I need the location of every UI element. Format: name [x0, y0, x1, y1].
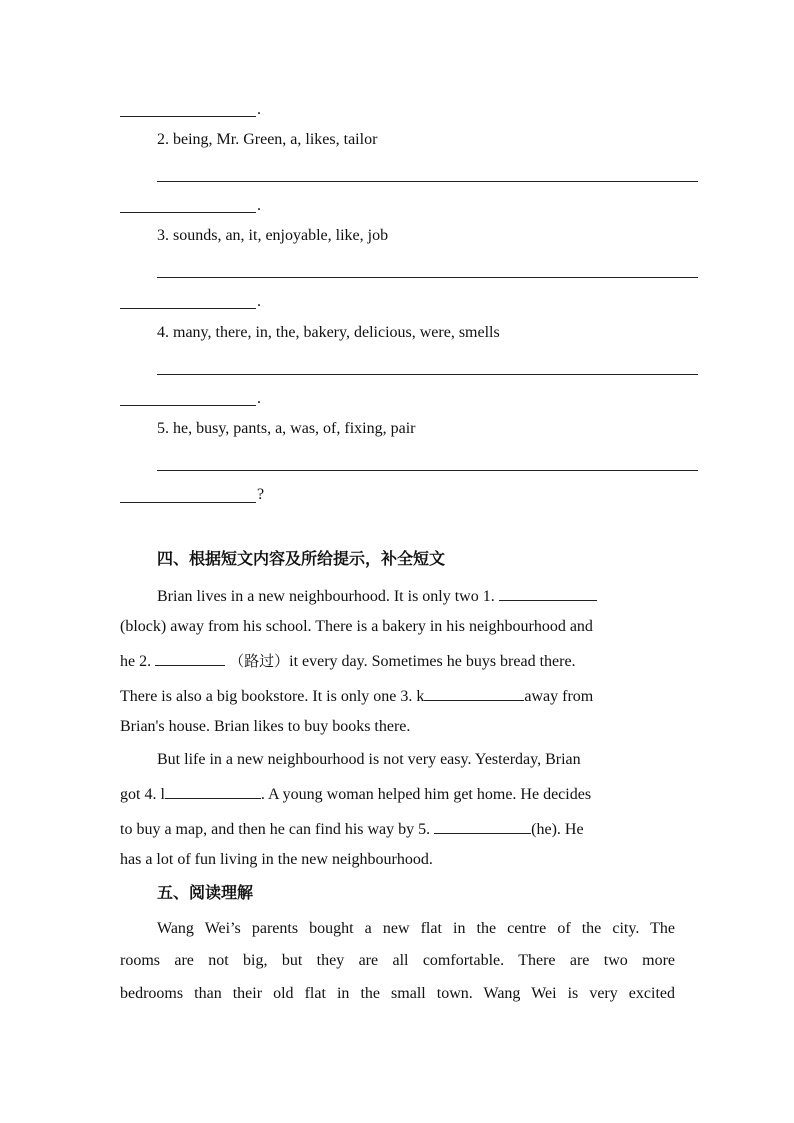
- item-3-number: 3.: [157, 227, 169, 244]
- reading-line-2: rooms are not big, but they are all comfortable. There are two more: [120, 952, 675, 969]
- answer-blank-2[interactable]: [157, 181, 698, 182]
- blank-2[interactable]: [155, 650, 225, 666]
- item-5-words: he, busy, pants, a, was, of, fixing, pair: [173, 420, 416, 437]
- passage-line-7: [120, 783, 591, 805]
- section-5-heading: 五、阅读理解: [157, 883, 254, 902]
- passage-text: . A young woman helped him get home. He decides: [260, 786, 592, 803]
- passage-text: got 4. l: [120, 786, 165, 803]
- item-3: [157, 226, 388, 246]
- reading-line-3: bedrooms than their old flat in the small town. Wang Wei is very excited: [120, 985, 675, 1002]
- passage-line-3: [120, 650, 576, 672]
- blank-4[interactable]: [165, 783, 261, 799]
- section-4-heading: 四、根据短文内容及所给提示，补全短文: [157, 549, 446, 568]
- passage-text: Brian lives in a new neighbourhood. It is only two 1.: [157, 588, 499, 605]
- passage-text: away from: [524, 688, 594, 705]
- passage-text: (he). He: [531, 821, 584, 838]
- item-2-number: 2.: [157, 131, 169, 148]
- passage-text: There is also a big bookstore. It is only one 3. k: [120, 688, 425, 705]
- answer-blank-5[interactable]: [157, 470, 698, 471]
- passage-text: to buy a map, and then he can find his way by 5.: [120, 821, 435, 838]
- passage-text: it every day. Sometimes he buys bread there.: [289, 653, 576, 670]
- answer-2-punctuation: .: [257, 197, 261, 214]
- item-5-number: 5.: [157, 420, 169, 437]
- passage-line-5: Brian's house. Brian likes to buy books there.: [120, 718, 411, 735]
- answer-3-punctuation: .: [257, 293, 261, 310]
- passage-text: he 2.: [120, 653, 156, 670]
- item-2-words: being, Mr. Green, a, likes, tailor: [173, 131, 378, 148]
- answer-blank-3[interactable]: [157, 277, 698, 278]
- item-3-words: sounds, an, it, enjoyable, like, job: [173, 227, 389, 244]
- item-5: [157, 419, 415, 439]
- item-4: [157, 323, 500, 343]
- hint-pass-by: （路过）: [229, 652, 290, 670]
- passage-line-6: But life in a new neighbourhood is not very easy. Yesterday, Brian: [157, 751, 581, 768]
- passage-line-4: [120, 685, 593, 707]
- answer-blank-2-end[interactable]: [120, 212, 256, 213]
- answer-4-punctuation: .: [257, 390, 261, 407]
- item-4-number: 4.: [157, 324, 169, 341]
- passage-line-9: has a lot of fun living in the new neighbourhood.: [120, 851, 433, 868]
- passage-line-1: [157, 585, 597, 607]
- passage-line-2: (block) away from his school. There is a bakery in his neighbourhood and: [120, 618, 593, 635]
- answer-1-punctuation: .: [257, 101, 261, 118]
- item-2: [157, 130, 377, 150]
- blank-5[interactable]: [434, 818, 531, 834]
- answer-blank-5-end[interactable]: [120, 502, 256, 503]
- item-4-words: many, there, in, the, bakery, delicious, were, smells: [173, 324, 500, 341]
- answer-blank-4[interactable]: [157, 374, 698, 375]
- reading-line-1: Wang Wei’s parents bought a new flat in the centre of the city. The: [157, 920, 675, 937]
- answer-blank-1-end[interactable]: [120, 116, 256, 117]
- blank-3[interactable]: [424, 685, 524, 701]
- answer-blank-3-end[interactable]: [120, 308, 256, 309]
- answer-blank-4-end[interactable]: [120, 405, 256, 406]
- passage-line-8: [120, 818, 584, 840]
- blank-1[interactable]: [499, 585, 597, 601]
- answer-5-punctuation: ?: [257, 486, 265, 503]
